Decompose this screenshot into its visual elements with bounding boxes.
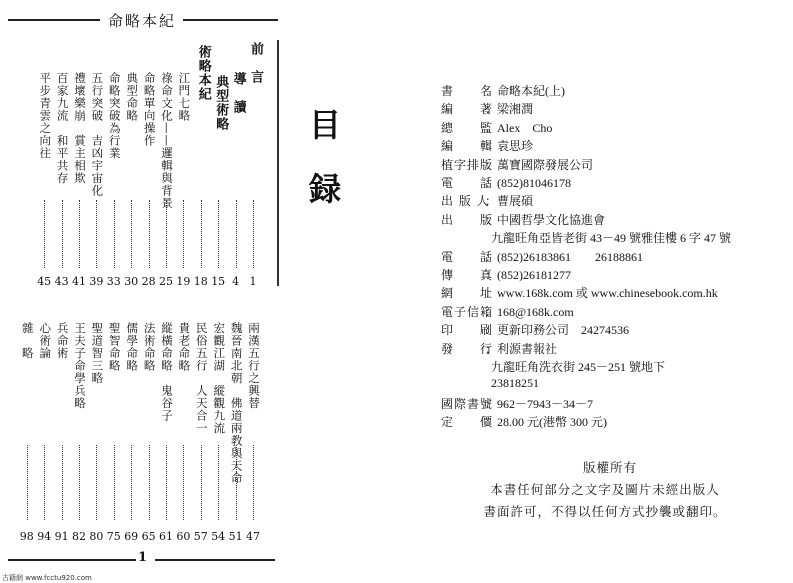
imprint-value: ：www.168k.com 或 www.chinesebook.com.hk	[485, 286, 718, 301]
imprint-value: ：梁湘潤	[485, 102, 534, 117]
imprint-value: ：28.00 元(港幣 300 元)	[485, 415, 607, 430]
imprint-value: 九龍旺角洗衣街 245－251 號地下	[491, 360, 666, 374]
toc-leader-dots	[114, 445, 115, 520]
imprint-label: 發 行	[441, 341, 494, 356]
toc-entry-page: 94	[37, 530, 52, 543]
imprint-row	[441, 156, 593, 173]
toc-leader-dots	[201, 200, 202, 268]
toc-entry-label: 祿命文化——邏輯與背景	[160, 72, 174, 210]
imprint-value: ：利源書報社	[485, 341, 558, 356]
toc-entry-label: 魏晉南北朝 佛道兩教與天命	[229, 322, 244, 485]
toc-entry-page: 91	[54, 530, 69, 543]
toc-leader-dots	[131, 445, 132, 520]
toc-entry-label: 王夫子命學兵略	[73, 322, 87, 410]
toc-entry-page: 98	[19, 530, 34, 543]
toc-entry-label: 縱橫命略 鬼谷子	[160, 322, 174, 422]
imprint-value: ：中國哲學文化協進會	[485, 212, 606, 227]
toc-entry-page: 28	[141, 275, 156, 288]
toc-leader-dots	[27, 445, 28, 520]
header-rule-left	[8, 19, 100, 21]
imprint-value: ：168@168k.com	[485, 304, 574, 319]
imprint-value: ：962－7943－34－7	[485, 396, 594, 411]
toc-entry-page: 1	[249, 275, 257, 288]
imprint-row	[441, 137, 533, 154]
imprint-row	[491, 376, 539, 391]
toc-entry-label: 貴老命略	[177, 322, 192, 372]
toc-entry-page: 4	[232, 275, 240, 288]
toc-leader-dots	[236, 445, 237, 520]
toc-entry-label: 兩漢五行之興替	[247, 322, 261, 410]
contents-heading-2: 録	[304, 172, 342, 204]
toc-entry-label: 命略突破為行業	[107, 72, 122, 160]
imprint-row	[491, 229, 731, 246]
toc-entry-page: 15	[211, 275, 226, 288]
imprint-row	[441, 284, 718, 301]
copyright-title: 版權所有	[582, 460, 637, 475]
toc-entry-label: 雜 略	[20, 322, 35, 360]
imprint-row	[491, 358, 665, 375]
toc-entry-label: 聖智命略	[107, 322, 122, 372]
running-header	[8, 8, 278, 32]
toc-entry-page: 19	[176, 275, 191, 288]
imprint-value: ：萬寶國際發展公司	[485, 157, 594, 172]
toc-leader-dots	[166, 445, 167, 520]
toc-leader-dots	[149, 200, 150, 268]
toc-entry-page: 30	[124, 275, 139, 288]
toc-entry-label: 術略本紀	[195, 45, 211, 101]
imprint-row	[441, 321, 629, 338]
imprint-value: 23818251	[491, 376, 539, 391]
toc-entry-page: 39	[89, 275, 104, 288]
toc-entry-label: 法術命略	[142, 322, 157, 372]
imprint-label: 編 著	[441, 102, 494, 117]
toc-leader-dots	[183, 445, 184, 520]
imprint-row	[441, 100, 533, 117]
imprint-row	[441, 82, 565, 99]
toc-entry-label: 宏觀江湖 縱觀九流	[212, 322, 227, 435]
toc-entry-label: 兵命術	[55, 322, 70, 360]
toc-entry-page: 80	[89, 530, 104, 543]
toc-entry-label: 民俗五行 人天合一	[194, 322, 209, 435]
toc-leader-dots	[96, 200, 97, 268]
imprint-label: 書 名	[441, 84, 494, 98]
copyright-line-2: 書面許可，不得以任何方式抄襲或翻印。	[483, 504, 727, 519]
imprint-row	[441, 211, 605, 228]
toc-entry-page: 47	[246, 530, 260, 543]
toc-entry-label: 命略單向操作	[142, 72, 157, 147]
toc-leader-dots	[149, 445, 150, 520]
imprint-label: 定 價	[441, 415, 494, 430]
imprint-value: ：(852)26183861 26188861	[485, 249, 643, 264]
imprint-label: 網 址	[441, 286, 494, 301]
toc-leader-dots	[201, 445, 202, 520]
toc-entry-page: 69	[124, 530, 139, 543]
contents-heading-1: 目	[304, 108, 342, 140]
toc-entry-page: 45	[37, 275, 52, 288]
toc-leader-dots	[236, 200, 237, 268]
page-number: 1	[138, 550, 148, 565]
copyright-line-1: 本書任何部分之文字及圖片未經出版人	[490, 482, 720, 497]
running-header-title: 命略本紀	[108, 12, 177, 30]
imprint-label: 編 輯	[441, 139, 494, 154]
imprint-label: 電子信箱	[441, 304, 494, 319]
toc-leader-dots	[166, 200, 167, 268]
imprint-label: 電 話	[441, 249, 494, 264]
imprint-row	[441, 340, 557, 357]
toc-leader-dots	[44, 445, 45, 520]
toc-entry-page: 43	[54, 275, 69, 288]
toc-entry-page: 82	[72, 530, 86, 543]
toc-entry-page: 61	[159, 530, 173, 543]
imprint-value: ：更新印務公司 24274536	[485, 323, 630, 338]
toc-entry-label: 典型命略	[125, 72, 140, 122]
toc-entry-page: 54	[211, 530, 226, 543]
toc-entry-label: 心術論	[38, 322, 53, 360]
imprint-value: ：命略本紀(上)	[485, 84, 565, 98]
toc-entry-page: 51	[228, 530, 243, 543]
toc-leader-dots	[183, 200, 184, 268]
toc-entry-page: 25	[159, 275, 173, 288]
imprint-label: 傳 真	[441, 268, 494, 282]
toc-entry-label: 禮壞樂崩 賞主相欺	[73, 72, 87, 185]
imprint-value: ：(852)26181277	[485, 268, 571, 282]
toc-leader-dots	[44, 200, 45, 268]
toc-entry-label: 典型術略	[213, 75, 229, 131]
toc-leader-dots	[79, 200, 80, 268]
toc-entry-page: 57	[193, 530, 208, 543]
imprint-label: 電 話	[441, 176, 494, 190]
watermark: 古籍網 www.fcctu920.com	[2, 574, 92, 582]
toc-entry-label: 聖道智三略	[90, 322, 105, 385]
toc-leader-dots	[218, 200, 219, 268]
toc-entry-label: 五行突破 吉凶宇宙化	[90, 72, 105, 197]
imprint-label: 出 版 人	[441, 194, 490, 209]
toc-leader-dots	[62, 445, 63, 520]
toc-leader-dots	[79, 445, 80, 520]
toc-entry-label: 儒學命略	[125, 322, 140, 372]
toc-entry-page: 75	[106, 530, 121, 543]
imprint-row	[441, 266, 571, 283]
toc-leader-dots	[96, 445, 97, 520]
imprint-value: 九龍旺角亞皆老街 43－49 號雅佳樓 6 字 47 號	[491, 231, 732, 246]
imprint-value: ：Alex Cho	[485, 120, 553, 135]
imprint-value: ：曹展碩	[485, 194, 534, 209]
toc-entry-label: 江門七略	[177, 72, 192, 122]
imprint-row	[441, 119, 552, 136]
imprint-value: ：袁思珍	[485, 139, 534, 154]
footer-rule-right	[155, 559, 275, 561]
toc-leader-dots	[114, 200, 115, 268]
imprint-row	[441, 413, 607, 430]
imprint-row	[441, 174, 571, 191]
toc-entry-page: 41	[72, 275, 86, 288]
imprint-label: 植字排版	[441, 157, 494, 172]
toc-leader-dots	[218, 445, 219, 520]
toc-leader-dots	[62, 200, 63, 268]
toc-entry-label: 前 言	[248, 42, 263, 84]
imprint-value: ：(852)81046178	[485, 176, 571, 190]
header-rule-right	[183, 19, 278, 21]
toc-leader-dots	[131, 200, 132, 268]
toc-entry-label: 百家九流 和平共存	[55, 72, 70, 185]
toc-page	[0, 0, 390, 583]
footer-rule-left	[8, 559, 136, 561]
imprint-label: 總 監	[441, 120, 494, 135]
imprint-row	[441, 248, 643, 265]
toc-entry-page: 60	[176, 530, 191, 543]
imprint-label: 國際書號	[441, 396, 494, 411]
imprint-row	[441, 395, 593, 412]
imprint-label: 出 版	[441, 212, 494, 227]
imprint-row	[441, 303, 574, 320]
toc-leader-dots	[253, 445, 254, 520]
imprint-page	[395, 0, 793, 583]
toc-entry-label: 導 讀	[230, 72, 246, 114]
toc-entry-page: 65	[141, 530, 156, 543]
toc-entry-page: 18	[193, 275, 208, 288]
toc-entry-label: 平步青雲之向往	[38, 72, 53, 160]
imprint-label: 印 刷	[441, 323, 494, 338]
toc-leader-dots	[253, 200, 254, 268]
toc-divider	[277, 40, 279, 286]
toc-entry-page: 33	[106, 275, 121, 288]
imprint-row	[441, 192, 533, 209]
